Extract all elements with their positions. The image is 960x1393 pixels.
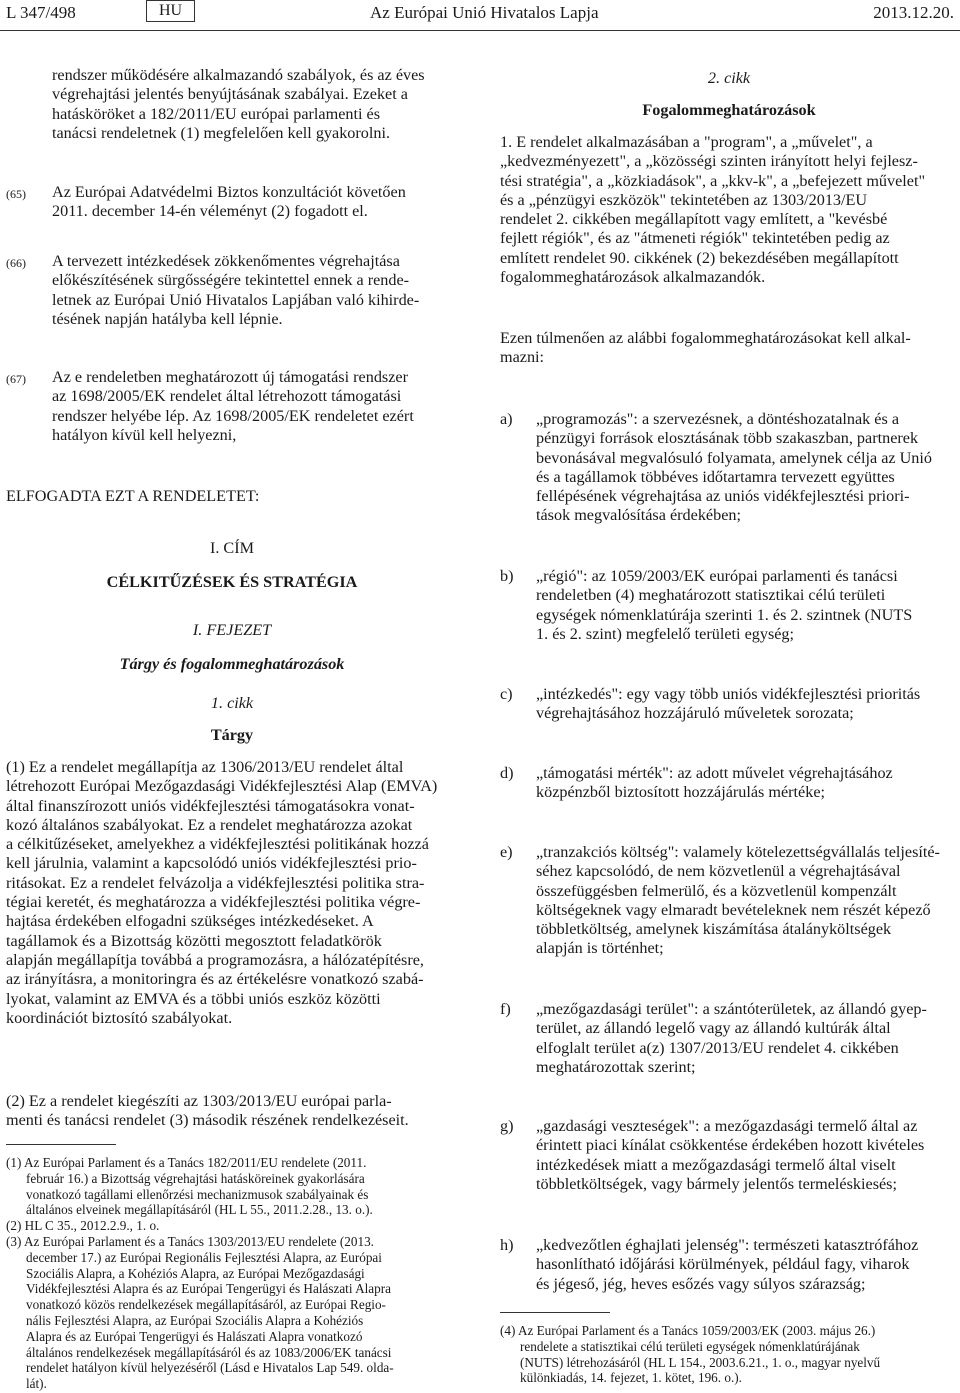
text-line: hajtása érdekében elfogadni szükséges intézkedéseket. A bbox=[6, 912, 374, 931]
text-line: létrehozott Európai Mezőgazdasági Vidékfejlesztési Alap (EMVA) bbox=[6, 777, 438, 796]
text-line: végrehajtásához hozzájáruló műveletek sorozata; bbox=[536, 704, 854, 723]
text-line: közpénzből biztosított hozzájárulás mértéke; bbox=[536, 783, 826, 802]
text-line: hatályon kívül kell helyezni, bbox=[52, 425, 237, 444]
text-line: rendeletben (4) meghatározott statisztikai célú területi bbox=[536, 586, 886, 605]
text-line: említett rendelet 90. cikkének (2) bekezdésében megállapított bbox=[500, 248, 899, 267]
footnote-line: általános elveinek megállapításáról (HL L 55., 2011.2.28., 13. o.). bbox=[26, 1202, 373, 1218]
text-line: előkészítésének sürgősségére tekintettel ennek a rende- bbox=[52, 271, 410, 290]
definition-e bbox=[536, 843, 958, 959]
text-line: költségeknek vagy elmaradt bevételeknek nem részét képező bbox=[536, 900, 931, 919]
text-line: tési stratégia", a „közkiadások", a „kkv-k", a „befejezett művelet" bbox=[500, 171, 926, 190]
text-line: „támogatási mérték": az adott művelet végrehajtásához bbox=[536, 764, 893, 782]
text-line: lyokat, valamint az EMVA és a többi uniós eszköz közötti bbox=[6, 989, 381, 1008]
text-line: meghatározottak szerint; bbox=[536, 1057, 696, 1076]
footnote-line: (3) Az Európai Parlament és a Tanács 1303/2013/EU rendelete (2013. bbox=[6, 1233, 374, 1249]
text-line: bevonásával megvalósuló folyamata, amelynek célja az Unió bbox=[536, 448, 932, 467]
text-line: „régió": az 1059/2003/EK európai parlamenti és tanácsi bbox=[536, 567, 898, 585]
text-line: tások megvalósítása érdekében; bbox=[536, 506, 741, 525]
text-line: tésének napján hatályba kell lépnie. bbox=[52, 309, 283, 328]
language-badge: HU bbox=[146, 0, 195, 22]
footnote-line: Szociális Alapra, a Kohéziós Alapra, az Európai Mezőgazdasági bbox=[26, 1265, 365, 1281]
page-reference: L 347/498 bbox=[6, 3, 76, 22]
text-line: többletköltségek, vagy bármely jelentős termeléskiesés; bbox=[536, 1174, 897, 1193]
footnote-line: december 17.) az Európai Regionális Fejlesztési Alapra, az Európai bbox=[26, 1249, 382, 1265]
article-number: 1. cikk bbox=[210, 694, 254, 712]
text-line: tagállamok és a Bizottság közötti megosztott feladatkörök bbox=[6, 931, 382, 950]
text-line: Az Európai Adatvédelmi Biztos konzultációt követően bbox=[52, 183, 406, 201]
recital-67 bbox=[52, 368, 458, 445]
text-line: „kedvezőtlen éghajlati jelenség": természeti katasztrófához bbox=[536, 1236, 919, 1254]
footnote-line: (1) Az Európai Parlament és a Tanács 182/2011/EU rendelete (2011. bbox=[6, 1155, 367, 1170]
article-2-paragraph-1 bbox=[500, 133, 958, 287]
footnote-line: vonatkozó tagállami ellenőrzési mechanizmusok szabályainak és bbox=[26, 1186, 369, 1202]
recital-number: (67) bbox=[6, 372, 26, 386]
text-line: többletköltség, amelynek kiszámítása átalányköltségek bbox=[536, 920, 892, 939]
adoption-formula: ELFOGADTA EZT A RENDELETET: bbox=[6, 487, 260, 505]
footnote-rule bbox=[500, 1312, 610, 1313]
chapter-name: Tárgy és fogalommeghatározások bbox=[119, 655, 345, 673]
footnote-line: rendelete a statisztikai célú területi egységek nómenklatúrájának bbox=[520, 1338, 860, 1354]
text-line: intézkedések miatt a mezőgazdasági termelő által viselt bbox=[536, 1155, 896, 1174]
footnote-line: különkiadás, 14. fejezet, 1. kötet, 196. o.). bbox=[520, 1370, 742, 1386]
footnote-line: (NUTS) létrehozásáról (HL L 154., 2003.6.21., 1. o., magyar nyelvű bbox=[520, 1354, 881, 1370]
footnotes-left bbox=[6, 1155, 458, 1392]
footnote-line: vonatkozó közös rendelkezések megállapításáról, az Európai Regio- bbox=[26, 1297, 386, 1313]
text-line: elfoglalt terület a(z) 1307/2013/EU rendelet 4. cikkében bbox=[536, 1038, 899, 1057]
definition-d bbox=[536, 764, 958, 803]
text-line: által finanszírozott uniós vidékfejlesztési támogatásokra vonat- bbox=[6, 796, 415, 815]
footnote-line: Alapra és az Európai Tengerügyi és Halászati Alapra vonatkozó bbox=[26, 1328, 363, 1344]
article-number: 2. cikk bbox=[707, 69, 751, 87]
text-line: kozó általános szabályokat. Ez a rendelet meghatározza azokat bbox=[6, 815, 413, 834]
text-line: összefüggésben felmerülő, és a közvetlenül kompenzált bbox=[536, 881, 897, 900]
text-line: „tranzakciós költség": valamely kötelezettségvállalás teljesíté- bbox=[536, 843, 940, 861]
footnote-line: február 16.) a Bizottság végrehajtási hatásköreinek gyakorlására bbox=[26, 1170, 365, 1186]
text-line: A tervezett intézkedések zökkenőmentes végrehajtása bbox=[52, 252, 400, 270]
text-line: alapján is történhet; bbox=[536, 939, 664, 958]
definition-label: e) bbox=[500, 843, 513, 861]
definition-label: f) bbox=[500, 1000, 511, 1018]
definition-a bbox=[536, 410, 958, 526]
definition-f bbox=[536, 1000, 958, 1077]
text-line: az 1698/2005/EK rendelet által létrehozott támogatási bbox=[52, 387, 402, 406]
text-line: „programozás": a szervezésnek, a döntéshozatalnak és a bbox=[536, 410, 900, 428]
text-line: pénzügyi források elosztásának több szakaszban, partnerek bbox=[536, 429, 919, 448]
text-line: „mezőgazdasági terület": a szántóterületek, az állandó gyep- bbox=[536, 1000, 927, 1018]
text-line: a célkitűzéseket, amelyekhez a vidékfejlesztési politikának hozzá bbox=[6, 835, 429, 854]
text-line: fogalommeghatározások alkalmazandók. bbox=[500, 268, 766, 287]
footnote-line: Vidékfejlesztési Alapra és az Európai Tengerügyi és Halászati Alapra bbox=[26, 1281, 391, 1297]
text-line: fellépésének végrehajtása az uniós vidékfejlesztési priori- bbox=[536, 487, 910, 506]
definition-label: a) bbox=[500, 410, 513, 428]
page-header bbox=[0, 0, 960, 30]
article-2-paragraph-2 bbox=[500, 329, 958, 368]
title-name: CÉLKITŰZÉSEK ÉS STRATÉGIA bbox=[106, 573, 358, 591]
text-line: letnek az Európai Unió Hivatalos Lapjában való kihirde- bbox=[52, 290, 420, 309]
text-line: ritásokat. Ez a rendelet felvázolja a vidékfejlesztési politika stra- bbox=[6, 873, 425, 892]
footnote-line: nális Fejlesztési Alapra, az Európai Szociális Alapra a Kohéziós bbox=[26, 1312, 364, 1328]
text-line: és a „pénzügyi eszközök" tekintetében az 1303/2013/EU bbox=[500, 190, 868, 209]
text-line: séhez kapcsolódó, de nem közvetlenül a végrehajtásával bbox=[536, 862, 901, 881]
recital-number: (65) bbox=[6, 187, 26, 201]
text-line: tégiai keretét, és meghatározza a vidékfejlesztési politika végre- bbox=[6, 893, 421, 912]
text-line: az irányításra, a monitoringra és az értékelésre vonatkozó szabá- bbox=[6, 970, 424, 989]
definition-h bbox=[536, 1236, 958, 1294]
text-line: koordinációt biztosító szabályokat. bbox=[6, 1008, 233, 1027]
text-line: érintett piaci kínálat csökkentése érdekében hozott kivételes bbox=[536, 1136, 925, 1155]
definition-label: h) bbox=[500, 1236, 514, 1254]
footnote-rule bbox=[6, 1144, 116, 1145]
recital-66 bbox=[52, 252, 458, 329]
text-line: rendszer működésére alkalmazandó szabályok, és az éves bbox=[52, 66, 425, 84]
text-line: Ezen túlmenően az alábbi fogalommeghatározásokat kell alkal- bbox=[500, 329, 911, 347]
article-title: Tárgy bbox=[210, 726, 254, 744]
text-line: 1. E rendelet alkalmazásában a "program", a „művelet", a bbox=[500, 133, 873, 151]
article-1-paragraph-2 bbox=[6, 1092, 458, 1131]
text-line: (2) Ez a rendelet kiegészíti az 1303/2013/EU európai parla- bbox=[6, 1092, 392, 1110]
footnote-line: általános rendelkezések megállapításáról és az 1083/2006/EK tanácsi bbox=[26, 1344, 392, 1360]
text-line: rendelet 2. cikkében megállapított vagy említett, a "kevésbé bbox=[500, 210, 888, 229]
footnote-line: (4) Az Európai Parlament és a Tanács 1059/2003/EK (2003. május 26.) bbox=[500, 1323, 876, 1338]
publication-date: 2013.12.20. bbox=[873, 3, 954, 22]
text-line: „kedvezményezett", a „közösségi szinten irányított helyi fejlesz- bbox=[500, 152, 918, 171]
recital-intro bbox=[52, 66, 458, 143]
text-line: hasonlítható időjárási körülmények, például fagy, viharok bbox=[536, 1255, 910, 1274]
footnotes-right bbox=[500, 1323, 958, 1386]
text-line: 1. és 2. szint) megfelelő területi egység; bbox=[536, 624, 795, 643]
text-line: tanácsi rendeletnek (1) megfelelően kell gyakorolni. bbox=[52, 123, 391, 142]
article-1-paragraph-1 bbox=[6, 758, 458, 1028]
text-line: rendszer helyébe lép. Az 1698/2005/EK rendeletet ezért bbox=[52, 406, 414, 425]
footnote-line: lát). bbox=[26, 1376, 47, 1392]
text-line: „intézkedés": egy vagy több uniós vidékfejlesztési prioritás bbox=[536, 685, 921, 703]
text-line: egységek nómenklatúrája szerinti 1. és 2. szintnek (NUTS bbox=[536, 605, 913, 624]
text-line: menti és tanácsi rendelet (3) második részének rendelkezéseit. bbox=[6, 1111, 409, 1130]
title-number: I. CÍM bbox=[209, 539, 255, 557]
footnote-line: (2) HL C 35., 2012.2.9., 1. o. bbox=[6, 1218, 160, 1234]
text-line: hatásköröket a 182/2011/EU európai parlamenti és bbox=[52, 104, 380, 123]
text-line: fejlett régiók", és az "átmeneti régiók" tekintetében pedig az bbox=[500, 229, 890, 248]
text-line: „gazdasági veszteségek": a mezőgazdasági termelő által az bbox=[536, 1117, 918, 1135]
text-line: (1) Ez a rendelet megállapítja az 1306/2013/EU rendelet által bbox=[6, 758, 404, 776]
recital-65 bbox=[52, 183, 458, 222]
recital-number: (66) bbox=[6, 256, 26, 270]
text-line: mazni: bbox=[500, 348, 545, 367]
text-line: alapján megállapítja továbbá a programozásra, a hálózatépítésre, bbox=[6, 950, 424, 969]
article-title: Fogalommeghatározások bbox=[642, 101, 816, 119]
definition-b bbox=[536, 567, 958, 644]
chapter-number: I. FEJEZET bbox=[192, 621, 272, 639]
journal-title: Az Európai Unió Hivatalos Lapja bbox=[370, 3, 599, 22]
text-line: 2011. december 14-én véleményt (2) fogadott el. bbox=[52, 202, 368, 221]
definition-label: g) bbox=[500, 1117, 514, 1135]
text-line: Az e rendeletben meghatározott új támogatási rendszer bbox=[52, 368, 408, 386]
definition-label: d) bbox=[500, 764, 514, 782]
header-rule bbox=[0, 30, 960, 31]
definition-g bbox=[536, 1117, 958, 1194]
definition-label: b) bbox=[500, 567, 514, 585]
definition-c bbox=[536, 685, 958, 724]
footnote-line: rendelet hatályon kívül helyezéséről (Lásd e Hivatalos Lap 549. olda- bbox=[26, 1360, 394, 1376]
text-line: végrehajtási jelentés benyújtásának szabályai. Ezeket a bbox=[52, 85, 408, 104]
text-line: és a tagállamok többéves időtartamra tervezett együttes bbox=[536, 467, 895, 486]
definition-label: c) bbox=[500, 685, 513, 703]
text-line: kell járulnia, valamint a kapcsolódó uniós vidékfejlesztési prio- bbox=[6, 854, 417, 873]
text-line: és jégeső, jég, heves esőzés vagy súlyos szárazság; bbox=[536, 1274, 866, 1293]
text-line: terület, az állandó legelő vagy az állandó kultúrák által bbox=[536, 1019, 891, 1038]
